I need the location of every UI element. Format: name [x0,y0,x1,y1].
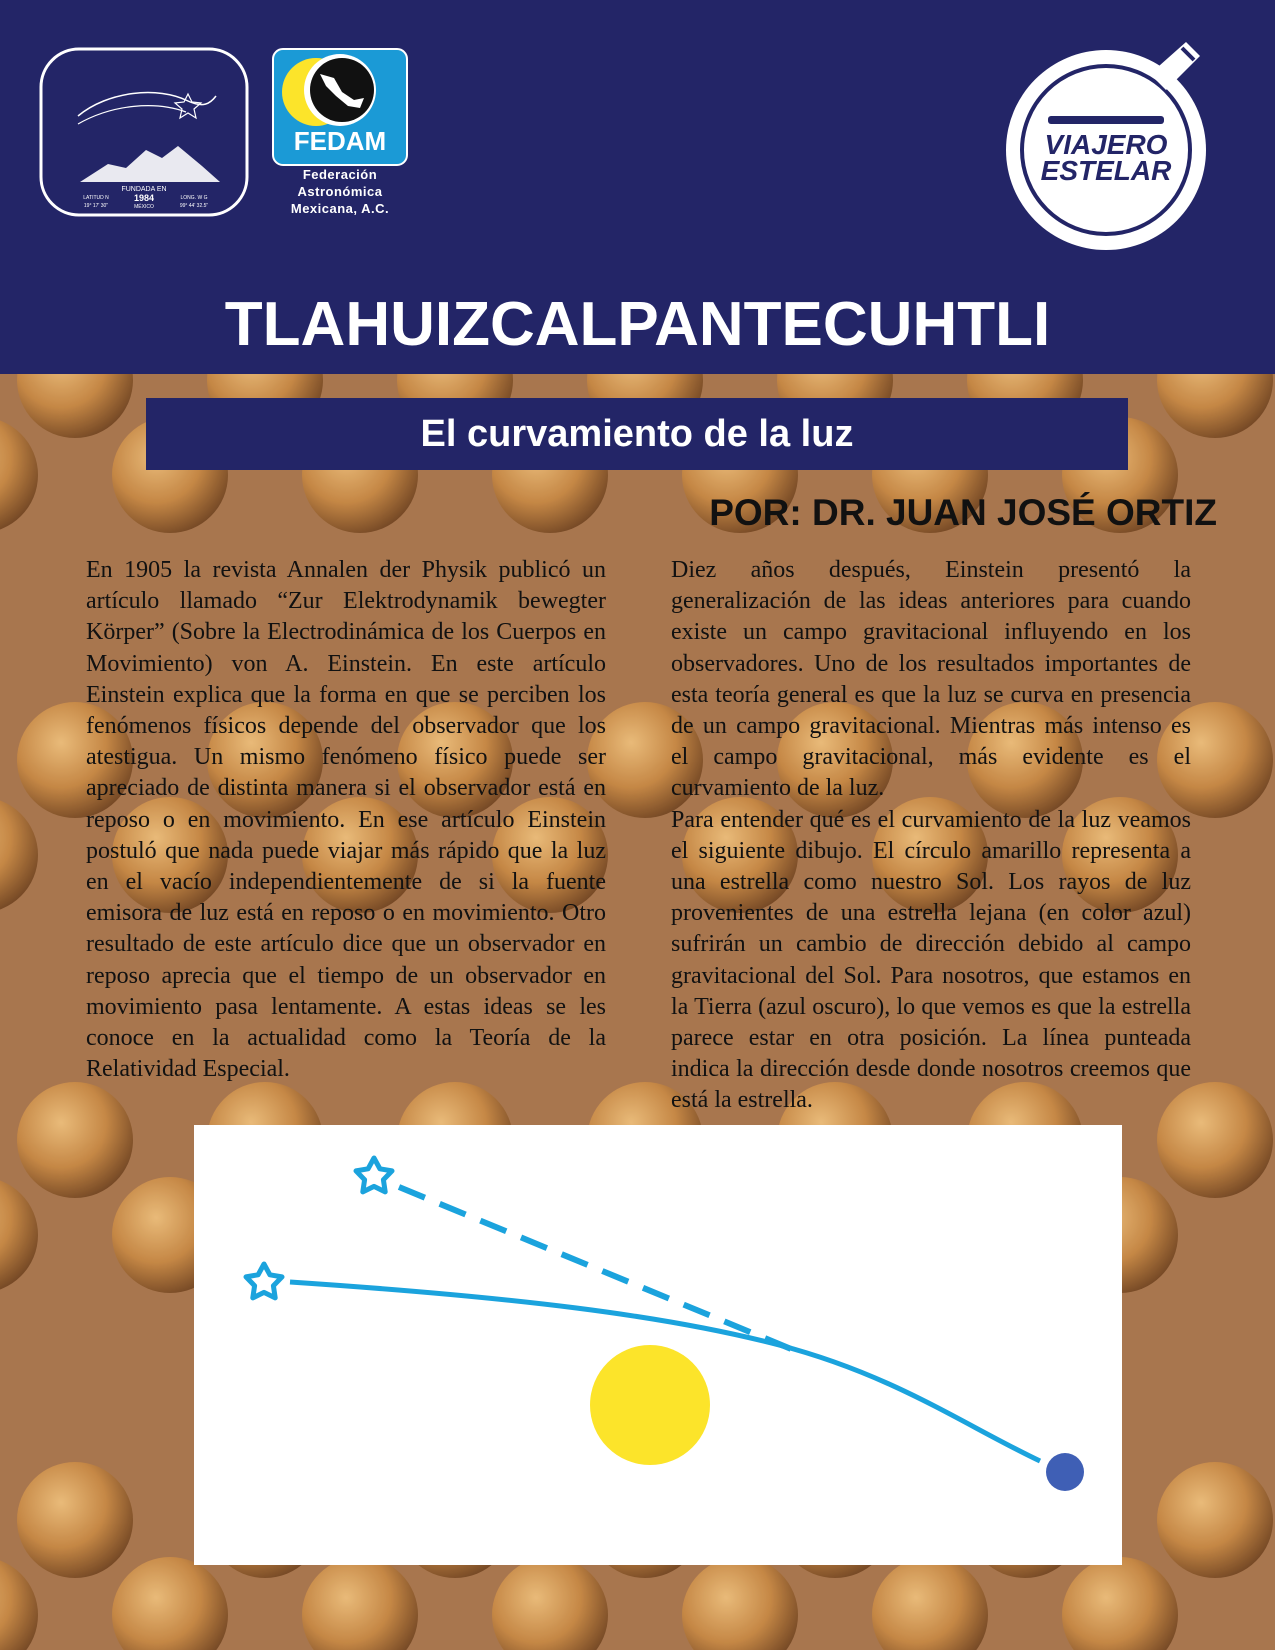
planet-decoration [0,797,38,913]
avt-country-text: MÉXICO [134,204,154,210]
header-banner [0,0,1275,374]
fedam-caption-line: Federación [302,167,378,182]
avt-lat-value: 19° 17' 30" [83,203,109,209]
planet-decoration [492,1557,608,1650]
real-star-icon [246,1264,282,1298]
planet-decoration [112,1557,228,1650]
diagram-canvas [194,1125,1122,1565]
planet-decoration [1062,1557,1178,1650]
planet-decoration [17,1462,133,1578]
apparent-star-icon [356,1158,392,1192]
viajero-line1: VIAJERO [1044,129,1168,160]
fedam-caption-line: Astronómica [297,184,383,199]
article-author: POR: DR. JUAN JOSÉ ORTIZ [709,492,1217,533]
viajero-estelar-logo [1000,34,1222,256]
avt-association-logo [38,46,250,218]
planet-decoration [1157,1462,1273,1578]
left-column [86,555,606,1085]
planet-decoration [0,417,38,533]
avt-long-label: LONG. W G [180,195,208,201]
right-paragraph-2: Para entender qué es el curvamiento de la luz veamos el siguiente dibujo. El círculo amarillo representa a una estrella como nuestro Sol. Los rayos de luz provenientes de una estrella lejana (en color azul) sufrirán un cambio de dirección debido al campo gravitacional del Sol. Para nosotros, que estamos en la Tierra (azul oscuro), lo que vemos es que la estrella parece estar en otra posición. La línea punteada indica la dirección desde donde nosotros creemos que está la estrella. [671,806,1191,1114]
left-paragraph: En 1905 la revista Annalen der Physik publicó un artículo llamado “Zur Elektrodynamik bewegter Körper” (Sobre la Electrodinámica de los Cuerpos en Movimiento) von A. Einstein. En este artículo Einstein explica que la forma en que se perciben los fenómenos físicos depende del observador que los atestigua. Un mismo fenómeno físico puede ser apreciado de distinta manera si el observador está en reposo o en movimiento. En ese artículo Einstein postuló que nada puede viajar más rápido que la luz en el vacío independientemente de si la fuente emisora de luz está en reposo o en movimiento. Otro resultado de este artículo dice que un observador en reposo aprecia que el tiempo de un observador en movimiento pasa lentamente. A estas ideas se les conoce en la actualidad como la Teoría de la Relatividad Especial. [86,557,606,1083]
viajero-line2: ESTELAR [1040,155,1172,186]
avt-long-value: 99° 44' 32.5" [179,203,209,209]
page-title: TLAHUIZCALPANTECUHTLI [224,290,1051,359]
fedam-acronym: FEDAM [293,126,387,156]
fedam-caption-line: Mexicana, A.C. [290,201,390,216]
planet-decoration [302,1557,418,1650]
planet-decoration [0,1177,38,1293]
fedam-caption [262,166,418,217]
subtitle-banner [146,398,1128,470]
earth-circle [1046,1453,1084,1491]
planet-decoration [682,1557,798,1650]
fedam-logo [272,48,408,166]
light-bending-diagram [194,1125,1122,1565]
planet-decoration [0,1557,38,1650]
avt-lat-label: LATITUD N [83,195,109,201]
sun-circle [590,1345,710,1465]
apparent-direction-dashed-line [399,1187,796,1351]
planet-decoration [872,1557,988,1650]
right-column [671,555,1191,1117]
avt-founded-text: FUNDADA EN [121,186,167,193]
article-subtitle: El curvamiento de la luz [420,413,854,455]
right-paragraph-1: Diez años después, Einstein presentó la generalización de las ideas anteriores para cuando existe un campo gravitacional influyendo en los observadores. Uno de los resultados importantes de esta teoría general es que la luz se curva en presencia de un campo gravitacional. Mientras más intenso es el campo gravitacional, más evidente es el curvamiento de la luz. [671,557,1191,802]
avt-year-text: 1984 [133,193,155,203]
planet-decoration [17,1082,133,1198]
